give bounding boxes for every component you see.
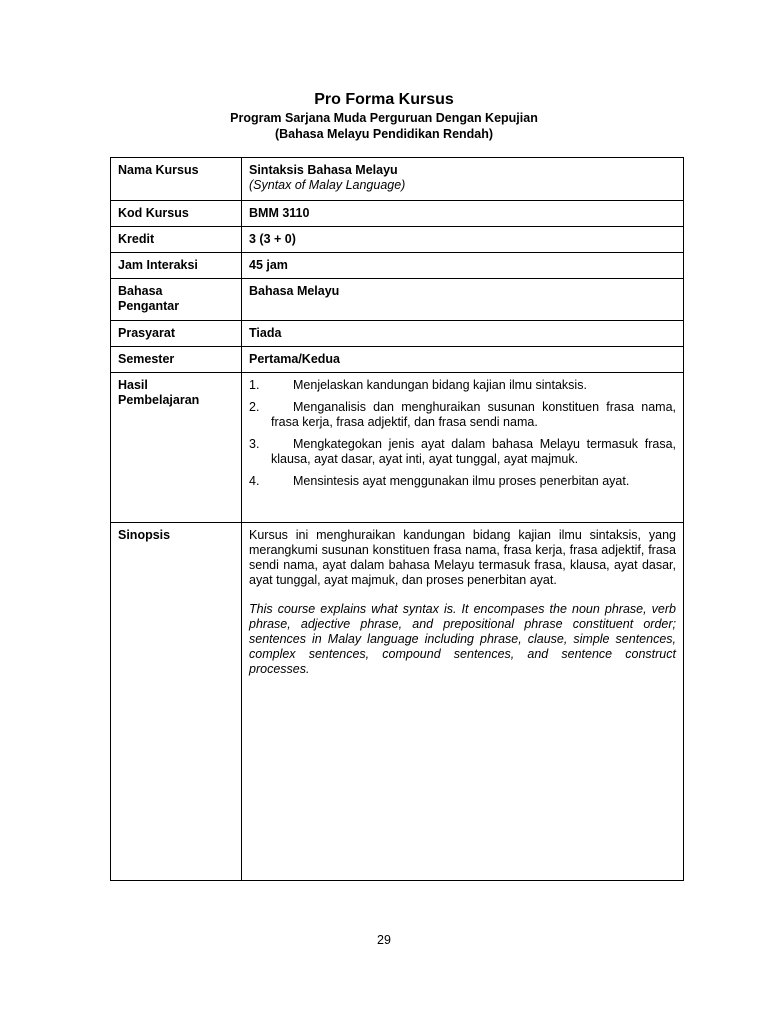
label-kredit: Kredit: [111, 227, 242, 253]
label-nama-kursus: Nama Kursus: [111, 158, 242, 201]
learning-outcomes-list: [249, 378, 676, 489]
label-kod-kursus: Kod Kursus: [111, 201, 242, 227]
value-bahasa-pengantar: Bahasa Melayu: [242, 279, 684, 321]
label-hasil-line1: Hasil: [118, 378, 148, 392]
row-nama-kursus: [111, 158, 684, 201]
outcome-text: Menganalisis dan menghuraikan susunan konstituen frasa nama, frasa kerja, frasa adjektif, dan frasa sendi nama.: [271, 400, 676, 429]
value-semester: Pertama/Kedua: [242, 347, 684, 373]
label-bahasa-pengantar: [111, 279, 242, 321]
document-title: Pro Forma Kursus: [314, 91, 454, 108]
value-sinopsis: [242, 523, 684, 881]
program-specialization: (Bahasa Melayu Pendidikan Rendah): [274, 127, 494, 141]
row-jam-interaksi: [111, 253, 684, 279]
value-nama-kursus: [242, 158, 684, 201]
row-kod-kursus: [111, 201, 684, 227]
value-jam-interaksi: 45 jam: [242, 253, 684, 279]
label-bahasa-line2: Pengantar: [118, 299, 180, 313]
label-hasil-line2: Pembelajaran: [118, 393, 200, 407]
list-item: [249, 474, 676, 489]
value-kod-kursus: BMM 3110: [242, 201, 684, 227]
label-bahasa-line1: Bahasa: [118, 284, 163, 298]
value-hasil-pembelajaran: [242, 373, 684, 523]
row-semester: [111, 347, 684, 373]
label-prasyarat: Prasyarat: [111, 321, 242, 347]
synopsis-english: This course explains what syntax is. It encompases the noun phrase, verb phrase, adjective phrase, and prepositional phrase constituent order; sentences in Malay language including phrase, clause, simple sentences, complex sentences, compound sentences, and sentence construct processes.: [249, 602, 676, 676]
value-prasyarat: Tiada: [242, 321, 684, 347]
outcome-text: Menjelaskan kandungan bidang kajian ilmu sintaksis.: [293, 378, 587, 392]
label-sinopsis: Sinopsis: [111, 523, 242, 881]
outcome-number: 1.: [249, 378, 260, 392]
label-semester: Semester: [111, 347, 242, 373]
course-proforma-table: [110, 157, 684, 881]
row-bahasa-pengantar: [111, 279, 684, 321]
list-item: [249, 400, 676, 430]
value-kredit: 3 (3 + 0): [242, 227, 684, 253]
synopsis-malay: Kursus ini menghuraikan kandungan bidang kajian ilmu sintaksis, yang merangkumi susunan konstituen frasa nama, frasa kerja, frasa adjektif, frasa sendi nama, ayat dalam bahasa Melayu termasuk frasa, klausa, ayat dasar, ayat tunggal, ayat majmuk, dan proses penerbitan ayat.: [249, 528, 676, 587]
outcome-number: 2.: [249, 400, 260, 414]
label-jam-interaksi: Jam Interaksi: [111, 253, 242, 279]
label-hasil-pembelajaran: [111, 373, 242, 523]
row-prasyarat: [111, 321, 684, 347]
outcome-text: Mensintesis ayat menggunakan ilmu proses penerbitan ayat.: [293, 474, 630, 488]
outcome-number: 3.: [249, 437, 260, 451]
document-header: [0, 90, 768, 142]
page-number: 29: [377, 933, 391, 947]
course-name-english: (Syntax of Malay Language): [249, 178, 406, 192]
outcome-number: 4.: [249, 474, 260, 488]
list-item: [249, 437, 676, 467]
row-sinopsis: [111, 523, 684, 881]
row-kredit: [111, 227, 684, 253]
program-name: Program Sarjana Muda Perguruan Dengan Kepujian: [230, 111, 538, 125]
row-hasil-pembelajaran: [111, 373, 684, 523]
list-item: [249, 378, 676, 393]
outcome-text: Mengkategokan jenis ayat dalam bahasa Melayu termasuk frasa, klausa, ayat dasar, ayat inti, ayat tunggal, ayat majmuk.: [271, 437, 676, 466]
course-name: Sintaksis Bahasa Melayu: [249, 163, 398, 177]
